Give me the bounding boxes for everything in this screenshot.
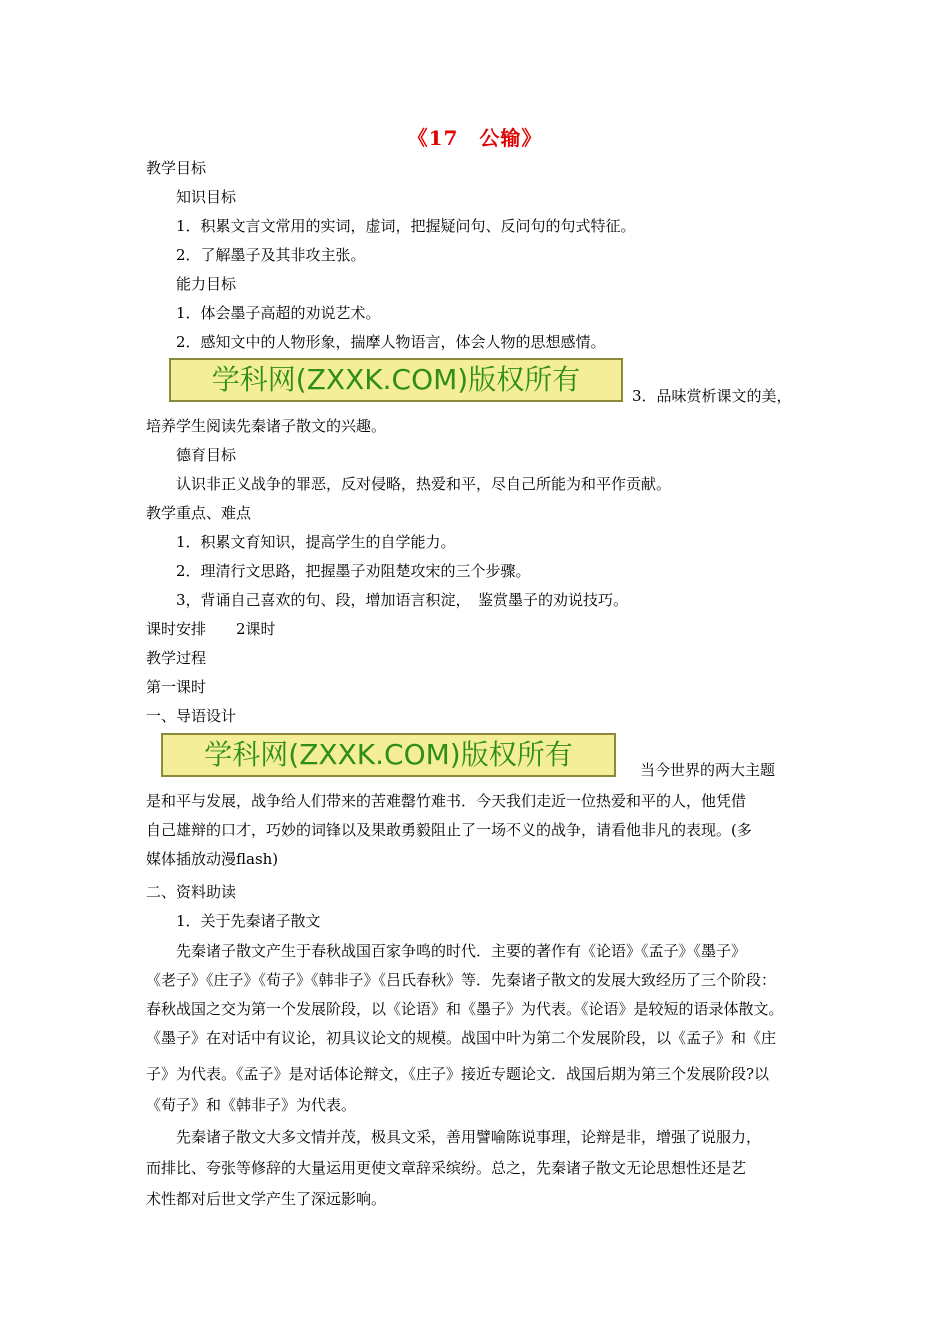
text-line: 《老子》《庄子》《荀子》《韩非子》《吕氏春秋》等．先秦诸子散文的发展大致经历了三个阶段： [146,971,777,989]
text-line: 当今世界的两大主题 [640,761,776,779]
text-line: 术性都对后世文学产生了深远影响。 [146,1190,387,1208]
text-line: 媒体插放动漫flash) [146,850,279,868]
text-line: 德育目标 [176,446,237,464]
text-line: 3，背诵自己喜欢的句、段，增加语言积淀， 鉴赏墨子的劝说技巧。 [176,591,629,609]
text-line: 先秦诸子散文大多文情并茂，极具文采，善用譬喻陈说事理，论辩是非，增强了说服力， [176,1128,762,1146]
text-line: 而排比、夸张等修辞的大量运用更使文章辞采缤纷。总之，先秦诸子散文无论思想性还是艺 [146,1159,747,1177]
text-line: 培养学生阅读先秦诸子散文的兴趣。 [146,417,387,435]
text-line: 1．关于先秦诸子散文 [176,912,321,930]
text-line: 是和平与发展，战争给人们带来的苦难罄竹难书．今天我们走近一位热爱和平的人，他凭借 [146,792,747,810]
text-line: 自己雄辩的口才，巧妙的词锋以及果敢勇毅阻止了一场不义的战争，请看他非凡的表现。(多 [146,821,752,839]
text-line: 第一课时 [146,678,207,696]
text-line: 1．体会墨子高超的劝说艺术。 [176,304,381,322]
text-line: 二、资料助读 [146,883,237,901]
watermark-banner: 学科网(ZXXK.COM)版权所有 [169,358,623,402]
text-line: 先秦诸子散文产生于春秋战国百家争鸣的时代．主要的著作有《论语》《孟子》《墨子》 [176,942,747,960]
text-line: 1．积累文育知识，提高学生的自学能力。 [176,533,456,551]
document-title: 《17 公输》 [407,126,543,150]
text-line: 教学重点、难点 [146,504,252,522]
text-line: 《荀子》和《韩非子》为代表。 [146,1096,357,1114]
text-line: 子》为代表。《孟子》是对话体论辩文，《庄子》接近专题论文．战国后期为第三个发展阶段?以 [146,1065,770,1083]
text-line: 2．了解墨子及其非攻主张。 [176,246,366,264]
text-line: 2．理清行文思路，把握墨子劝阻楚攻宋的三个步骤。 [176,562,531,580]
watermark-banner: 学科网(ZXXK.COM)版权所有 [161,733,616,777]
text-line: 一、导语设计 [146,707,237,725]
text-line: 1．积累文言文常用的实词，虚词，把握疑问句、反问句的句式特征。 [176,217,636,235]
text-line: 春秋战国之交为第一个发展阶段，以《论语》和《墨子》为代表。《论语》是较短的语录体散文。 [146,1000,784,1018]
text-line: 能力目标 [176,275,237,293]
text-line: 《墨子》在对话中有议论，初具议论文的规模。战国中叶为第二个发展阶段，以《孟子》和《庄 [146,1029,777,1047]
text-line: 课时安排 2课时 [146,620,276,638]
text-line: 教学过程 [146,649,207,667]
text-line: 3．品味赏析课文的美， [632,387,792,405]
text-line: 2．感知文中的人物形象，揣摩人物语言，体会人物的思想感情。 [176,333,606,351]
text-line: 教学目标 [146,159,207,177]
text-line: 认识非正义战争的罪恶，反对侵略，热爱和平，尽自己所能为和平作贡献。 [176,475,672,493]
text-line: 知识目标 [176,188,237,206]
